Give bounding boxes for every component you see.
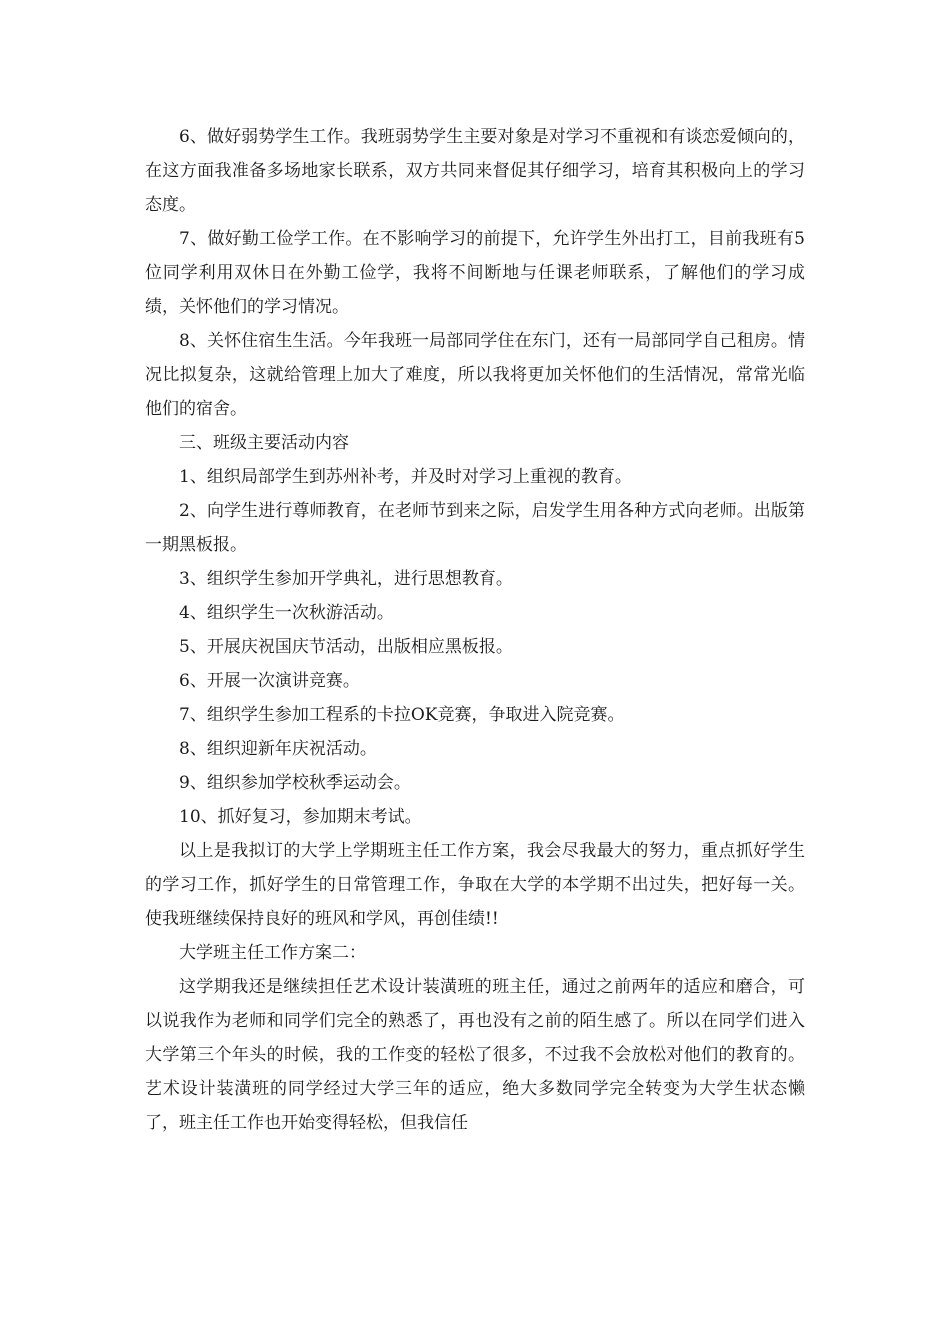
- section-heading-plan-two: 大学班主任工作方案二：: [179, 943, 366, 963]
- paragraph-weak-students: 6、做好弱势学生工作。我班弱势学生主要对象是对学习不重视和有谈恋爱倾向的，在这方面我准备多场地家长联系，双方共同来督促其仔细学习，培育其积极向上的学习态度。: [145, 127, 805, 215]
- document-body: [145, 120, 805, 1140]
- list-item-activity-9: 9、组织参加学校秋季运动会。: [179, 773, 411, 793]
- paragraph-summary: 以上是我拟订的大学上学期班主任工作方案，我会尽我最大的努力，重点抓好学生的学习工作，抓好学生的日常管理工作，争取在大学的本学期不出过失，把好每一关。使我班继续保持良好的班风和学风，再创佳绩!!: [145, 841, 805, 929]
- paragraph-work-study: 7、做好勤工俭学工作。在不影响学习的前提下，允许学生外出打工，目前我班有5位同学利用双休日在外勤工俭学，我将不间断地与任课老师联系，了解他们的学习成绩，关怀他们的学习情况。: [145, 229, 805, 317]
- list-item-activity-7: 7、组织学生参加工程系的卡拉OK竞赛，争取进入院竞赛。: [179, 705, 625, 725]
- list-item-activity-4: 4、组织学生一次秋游活动。: [179, 603, 394, 623]
- list-item-activity-6: 6、开展一次演讲竞赛。: [179, 671, 360, 691]
- list-item-activity-10: 10、抓好复习，参加期末考试。: [179, 807, 422, 827]
- list-item-activity-3: 3、组织学生参加开学典礼，进行思想教育。: [179, 569, 513, 589]
- list-item-activity-5: 5、开展庆祝国庆节活动，出版相应黑板报。: [179, 637, 513, 657]
- list-item-activity-1: 1、组织局部学生到苏州补考，并及时对学习上重视的教育。: [179, 467, 632, 487]
- section-heading-activities: 三、班级主要活动内容: [179, 433, 349, 453]
- list-item-activity-2: 2、向学生进行尊师教育，在老师节到来之际，启发学生用各种方式向老师。出版第一期黑板报。: [145, 501, 805, 555]
- list-item-activity-8: 8、组织迎新年庆祝活动。: [179, 739, 377, 759]
- paragraph-boarding-students: 8、关怀住宿生生活。今年我班一局部同学住在东门，还有一局部同学自己租房。情况比拟复杂，这就给管理上加大了难度，所以我将更加关怀他们的生活情况，常常光临他们的宿舍。: [145, 331, 805, 419]
- paragraph-plan-two-intro: 这学期我还是继续担任艺术设计装潢班的班主任，通过之前两年的适应和磨合，可以说我作为老师和同学们完全的熟悉了，再也没有之前的陌生感了。所以在同学们进入大学第三个年头的时候，我的工作变的轻松了很多，不过我不会放松对他们的教育的。 艺术设计装潢班的同学经过大学三年的适应，绝大多数同学完全转变为大学生状态懒了，班主任工作也开始变得轻松，但我信任: [145, 977, 805, 1133]
